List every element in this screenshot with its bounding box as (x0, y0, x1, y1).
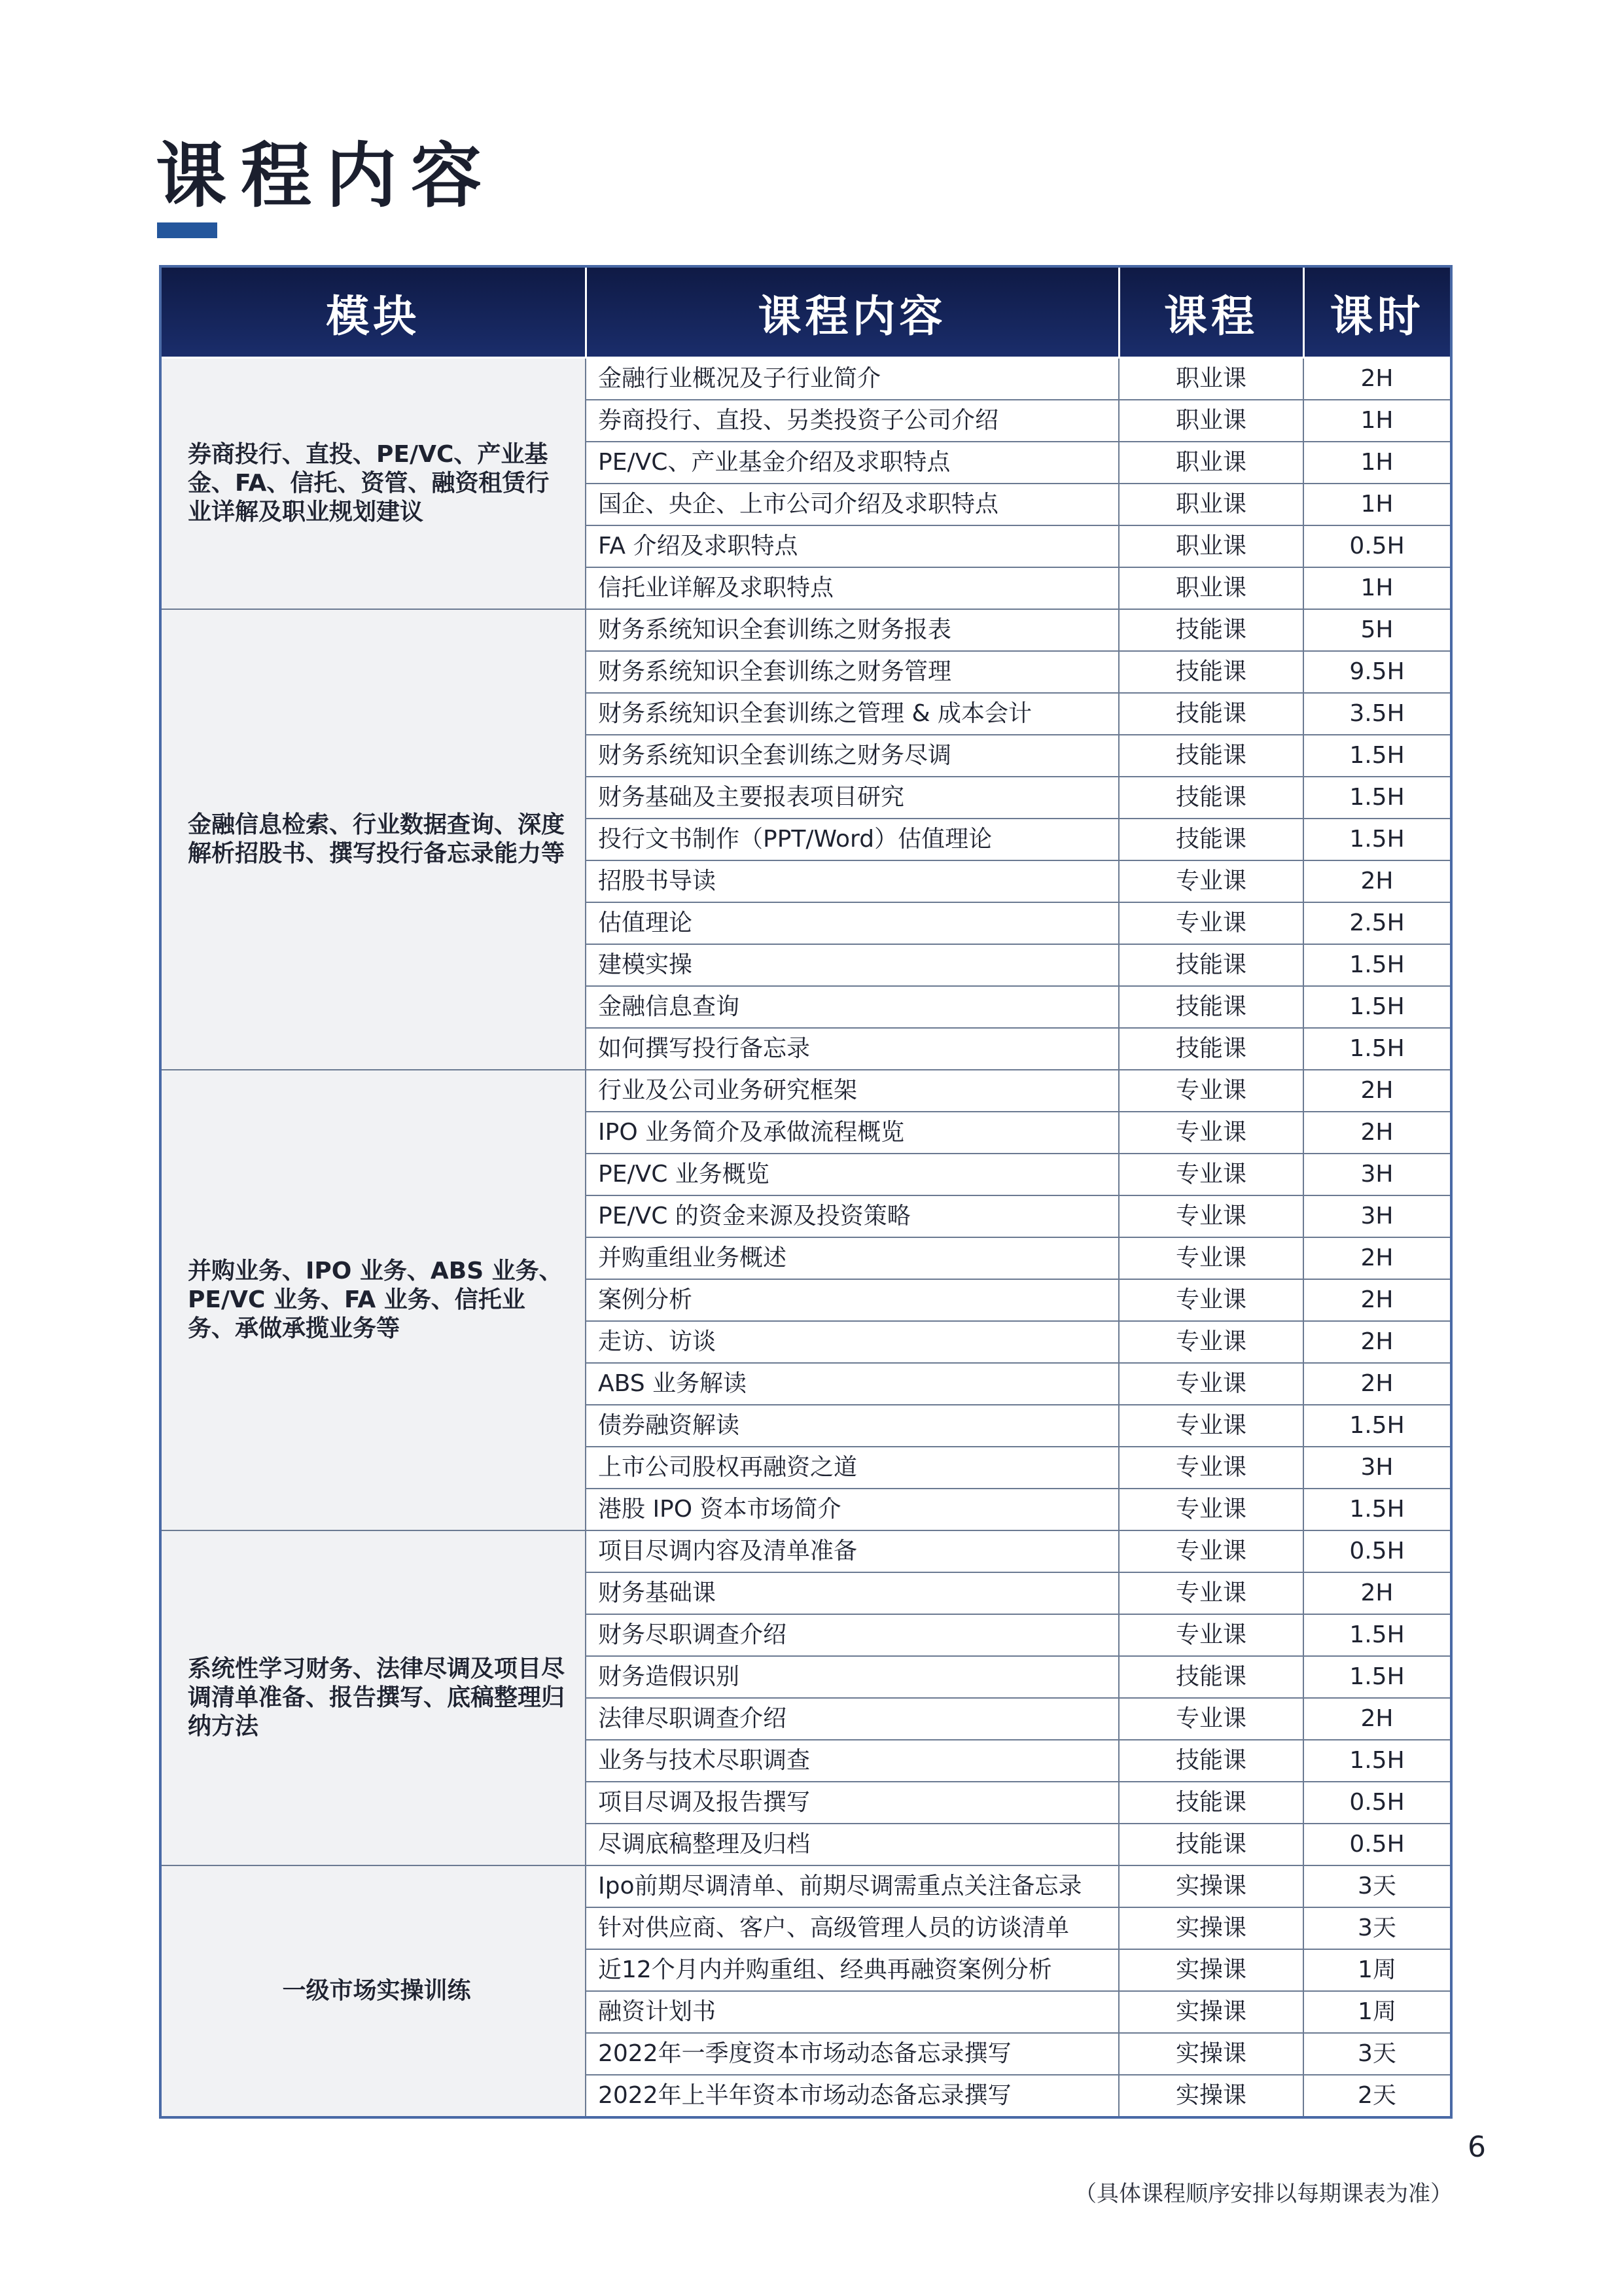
course-content-cell: PE/VC 业务概览 (586, 1154, 1119, 1195)
table-row (160, 1530, 1451, 1572)
course-type-cell: 职业课 (1119, 400, 1303, 442)
course-content-cell: PE/VC、产业基金介绍及求职特点 (586, 442, 1119, 484)
course-type-cell: 技能课 (1119, 609, 1303, 651)
course-hours-cell: 2H (1303, 1363, 1451, 1405)
table-row (160, 1070, 1451, 1112)
course-content-cell: 行业及公司业务研究框架 (586, 1070, 1119, 1112)
course-type-cell: 专业课 (1119, 1195, 1303, 1237)
course-content-cell: 财务基础及主要报表项目研究 (586, 777, 1119, 819)
course-type-cell: 技能课 (1119, 819, 1303, 860)
course-type-cell: 技能课 (1119, 693, 1303, 735)
header-hours: 课时 (1303, 266, 1451, 358)
course-content-cell: IPO 业务简介及承做流程概览 (586, 1112, 1119, 1154)
course-hours-cell: 2天 (1303, 2075, 1451, 2117)
header-module: 模块 (160, 266, 586, 358)
course-hours-cell: 3天 (1303, 2033, 1451, 2075)
course-type-cell: 技能课 (1119, 944, 1303, 986)
course-type-cell: 技能课 (1119, 1782, 1303, 1824)
course-hours-cell: 1.5H (1303, 735, 1451, 777)
course-hours-cell: 1.5H (1303, 1028, 1451, 1070)
course-type-cell: 职业课 (1119, 484, 1303, 525)
course-hours-cell: 1.5H (1303, 986, 1451, 1028)
course-hours-cell: 1H (1303, 567, 1451, 609)
course-type-cell: 专业课 (1119, 860, 1303, 902)
title-underline-bar (157, 222, 217, 238)
module-name-cell: 券商投行、直投、PE/VC、产业基金、FA、信托、资管、融资租赁行业详解及职业规划建议 (160, 358, 586, 610)
course-hours-cell: 2H (1303, 860, 1451, 902)
course-hours-cell: 2H (1303, 1237, 1451, 1279)
course-type-cell: 技能课 (1119, 1824, 1303, 1865)
course-content-cell: 招股书导读 (586, 860, 1119, 902)
course-hours-cell: 1周 (1303, 1991, 1451, 2033)
course-content-cell: 信托业详解及求职特点 (586, 567, 1119, 609)
course-content-cell: 财务系统知识全套训练之管理 & 成本会计 (586, 693, 1119, 735)
page-number: 6 (1468, 2130, 1486, 2164)
course-content-cell: 针对供应商、客户、高级管理人员的访谈清单 (586, 1907, 1119, 1949)
course-content-cell: 走访、访谈 (586, 1321, 1119, 1363)
course-content-cell: ABS 业务解读 (586, 1363, 1119, 1405)
course-hours-cell: 1.5H (1303, 1740, 1451, 1782)
course-hours-cell: 2H (1303, 1112, 1451, 1154)
course-hours-cell: 0.5H (1303, 525, 1451, 567)
course-hours-cell: 1H (1303, 400, 1451, 442)
course-content-cell: 券商投行、直投、另类投资子公司介绍 (586, 400, 1119, 442)
table-row (160, 609, 1451, 651)
course-hours-cell: 3H (1303, 1447, 1451, 1489)
course-table-body (160, 358, 1451, 2118)
course-type-cell: 职业课 (1119, 358, 1303, 400)
course-type-cell: 实操课 (1119, 1991, 1303, 2033)
course-hours-cell: 3天 (1303, 1865, 1451, 1907)
course-content-cell: FA 介绍及求职特点 (586, 525, 1119, 567)
course-type-cell: 职业课 (1119, 525, 1303, 567)
course-hours-cell: 0.5H (1303, 1782, 1451, 1824)
course-hours-cell: 5H (1303, 609, 1451, 651)
course-type-cell: 实操课 (1119, 1865, 1303, 1907)
course-hours-cell: 1H (1303, 442, 1451, 484)
course-hours-cell: 3H (1303, 1195, 1451, 1237)
course-content-cell: 近12个月内并购重组、经典再融资案例分析 (586, 1949, 1119, 1991)
table-row (160, 358, 1451, 400)
course-type-cell: 专业课 (1119, 1489, 1303, 1530)
course-content-cell: 项目尽调及报告撰写 (586, 1782, 1119, 1824)
course-content-cell: 尽调底稿整理及归档 (586, 1824, 1119, 1865)
course-content-cell: 并购重组业务概述 (586, 1237, 1119, 1279)
course-hours-cell: 1H (1303, 484, 1451, 525)
course-content-cell: 上市公司股权再融资之道 (586, 1447, 1119, 1489)
course-content-cell: 案例分析 (586, 1279, 1119, 1321)
module-name-cell: 系统性学习财务、法律尽调及项目尽调清单准备、报告撰写、底稿整理归纳方法 (160, 1530, 586, 1865)
course-type-cell: 专业课 (1119, 1405, 1303, 1447)
table-row (160, 1865, 1451, 1907)
course-hours-cell: 3H (1303, 1154, 1451, 1195)
course-content-cell: 估值理论 (586, 902, 1119, 944)
course-content-cell: 投行文书制作（PPT/Word）估值理论 (586, 819, 1119, 860)
course-type-cell: 技能课 (1119, 651, 1303, 693)
course-hours-cell: 2H (1303, 1321, 1451, 1363)
course-content-cell: 财务系统知识全套训练之财务尽调 (586, 735, 1119, 777)
course-hours-cell: 1.5H (1303, 1489, 1451, 1530)
page-title: 课程内容 (156, 135, 497, 217)
course-hours-cell: 2.5H (1303, 902, 1451, 944)
course-content-cell: 融资计划书 (586, 1991, 1119, 2033)
course-content-cell: 财务基础课 (586, 1572, 1119, 1614)
course-hours-cell: 1.5H (1303, 1405, 1451, 1447)
course-hours-cell: 3天 (1303, 1907, 1451, 1949)
header-content: 课程内容 (586, 266, 1119, 358)
table-header-row (160, 266, 1451, 358)
course-content-cell: 财务系统知识全套训练之财务管理 (586, 651, 1119, 693)
course-hours-cell: 1.5H (1303, 819, 1451, 860)
course-type-cell: 实操课 (1119, 1907, 1303, 1949)
module-name-cell: 一级市场实操训练 (160, 1865, 586, 2117)
course-table (159, 265, 1453, 2119)
schedule-note: （具体课程顺序安排以每期课表为准） (1074, 2181, 1453, 2207)
course-content-cell: 如何撰写投行备忘录 (586, 1028, 1119, 1070)
course-hours-cell: 2H (1303, 1698, 1451, 1740)
course-hours-cell: 1周 (1303, 1949, 1451, 1991)
header-type: 课程 (1119, 266, 1303, 358)
course-hours-cell: 2H (1303, 1279, 1451, 1321)
course-content-cell: Ipo前期尽调清单、前期尽调需重点关注备忘录 (586, 1865, 1119, 1907)
course-type-cell: 专业课 (1119, 902, 1303, 944)
course-type-cell: 专业课 (1119, 1698, 1303, 1740)
course-type-cell: 技能课 (1119, 735, 1303, 777)
course-type-cell: 技能课 (1119, 1028, 1303, 1070)
course-hours-cell: 3.5H (1303, 693, 1451, 735)
course-type-cell: 专业课 (1119, 1070, 1303, 1112)
course-hours-cell: 2H (1303, 358, 1451, 400)
course-type-cell: 专业课 (1119, 1530, 1303, 1572)
course-content-cell: 建模实操 (586, 944, 1119, 986)
course-content-cell: 2022年上半年资本市场动态备忘录撰写 (586, 2075, 1119, 2117)
course-type-cell: 专业课 (1119, 1363, 1303, 1405)
course-hours-cell: 1.5H (1303, 944, 1451, 986)
course-type-cell: 技能课 (1119, 986, 1303, 1028)
course-type-cell: 专业课 (1119, 1112, 1303, 1154)
course-content-cell: 法律尽职调查介绍 (586, 1698, 1119, 1740)
course-type-cell: 专业课 (1119, 1572, 1303, 1614)
course-content-cell: 业务与技术尽职调查 (586, 1740, 1119, 1782)
module-name-cell: 并购业务、IPO 业务、ABS 业务、PE/VC 业务、FA 业务、信托业务、承做承揽业务等 (160, 1070, 586, 1530)
course-type-cell: 职业课 (1119, 442, 1303, 484)
course-type-cell: 专业课 (1119, 1447, 1303, 1489)
course-content-cell: 国企、央企、上市公司介绍及求职特点 (586, 484, 1119, 525)
course-content-cell: 债券融资解读 (586, 1405, 1119, 1447)
course-content-cell: 2022年一季度资本市场动态备忘录撰写 (586, 2033, 1119, 2075)
course-content-cell: 财务尽职调查介绍 (586, 1614, 1119, 1656)
course-hours-cell: 9.5H (1303, 651, 1451, 693)
course-type-cell: 专业课 (1119, 1237, 1303, 1279)
course-type-cell: 技能课 (1119, 1740, 1303, 1782)
course-type-cell: 技能课 (1119, 777, 1303, 819)
course-type-cell: 专业课 (1119, 1279, 1303, 1321)
course-content-cell: 财务系统知识全套训练之财务报表 (586, 609, 1119, 651)
course-type-cell: 技能课 (1119, 1656, 1303, 1698)
course-hours-cell: 1.5H (1303, 1614, 1451, 1656)
course-content-cell: PE/VC 的资金来源及投资策略 (586, 1195, 1119, 1237)
course-content-cell: 财务造假识别 (586, 1656, 1119, 1698)
course-type-cell: 实操课 (1119, 1949, 1303, 1991)
course-type-cell: 实操课 (1119, 2033, 1303, 2075)
course-type-cell: 专业课 (1119, 1321, 1303, 1363)
course-type-cell: 专业课 (1119, 1614, 1303, 1656)
course-hours-cell: 2H (1303, 1572, 1451, 1614)
course-hours-cell: 1.5H (1303, 777, 1451, 819)
course-type-cell: 专业课 (1119, 1154, 1303, 1195)
course-content-cell: 项目尽调内容及清单准备 (586, 1530, 1119, 1572)
course-hours-cell: 2H (1303, 1070, 1451, 1112)
course-content-cell: 港股 IPO 资本市场简介 (586, 1489, 1119, 1530)
course-hours-cell: 1.5H (1303, 1656, 1451, 1698)
course-hours-cell: 0.5H (1303, 1824, 1451, 1865)
course-content-cell: 金融信息查询 (586, 986, 1119, 1028)
course-hours-cell: 0.5H (1303, 1530, 1451, 1572)
course-content-cell: 金融行业概况及子行业简介 (586, 358, 1119, 400)
course-type-cell: 职业课 (1119, 567, 1303, 609)
course-type-cell: 实操课 (1119, 2075, 1303, 2117)
module-name-cell: 金融信息检索、行业数据查询、深度解析招股书、撰写投行备忘录能力等 (160, 609, 586, 1070)
